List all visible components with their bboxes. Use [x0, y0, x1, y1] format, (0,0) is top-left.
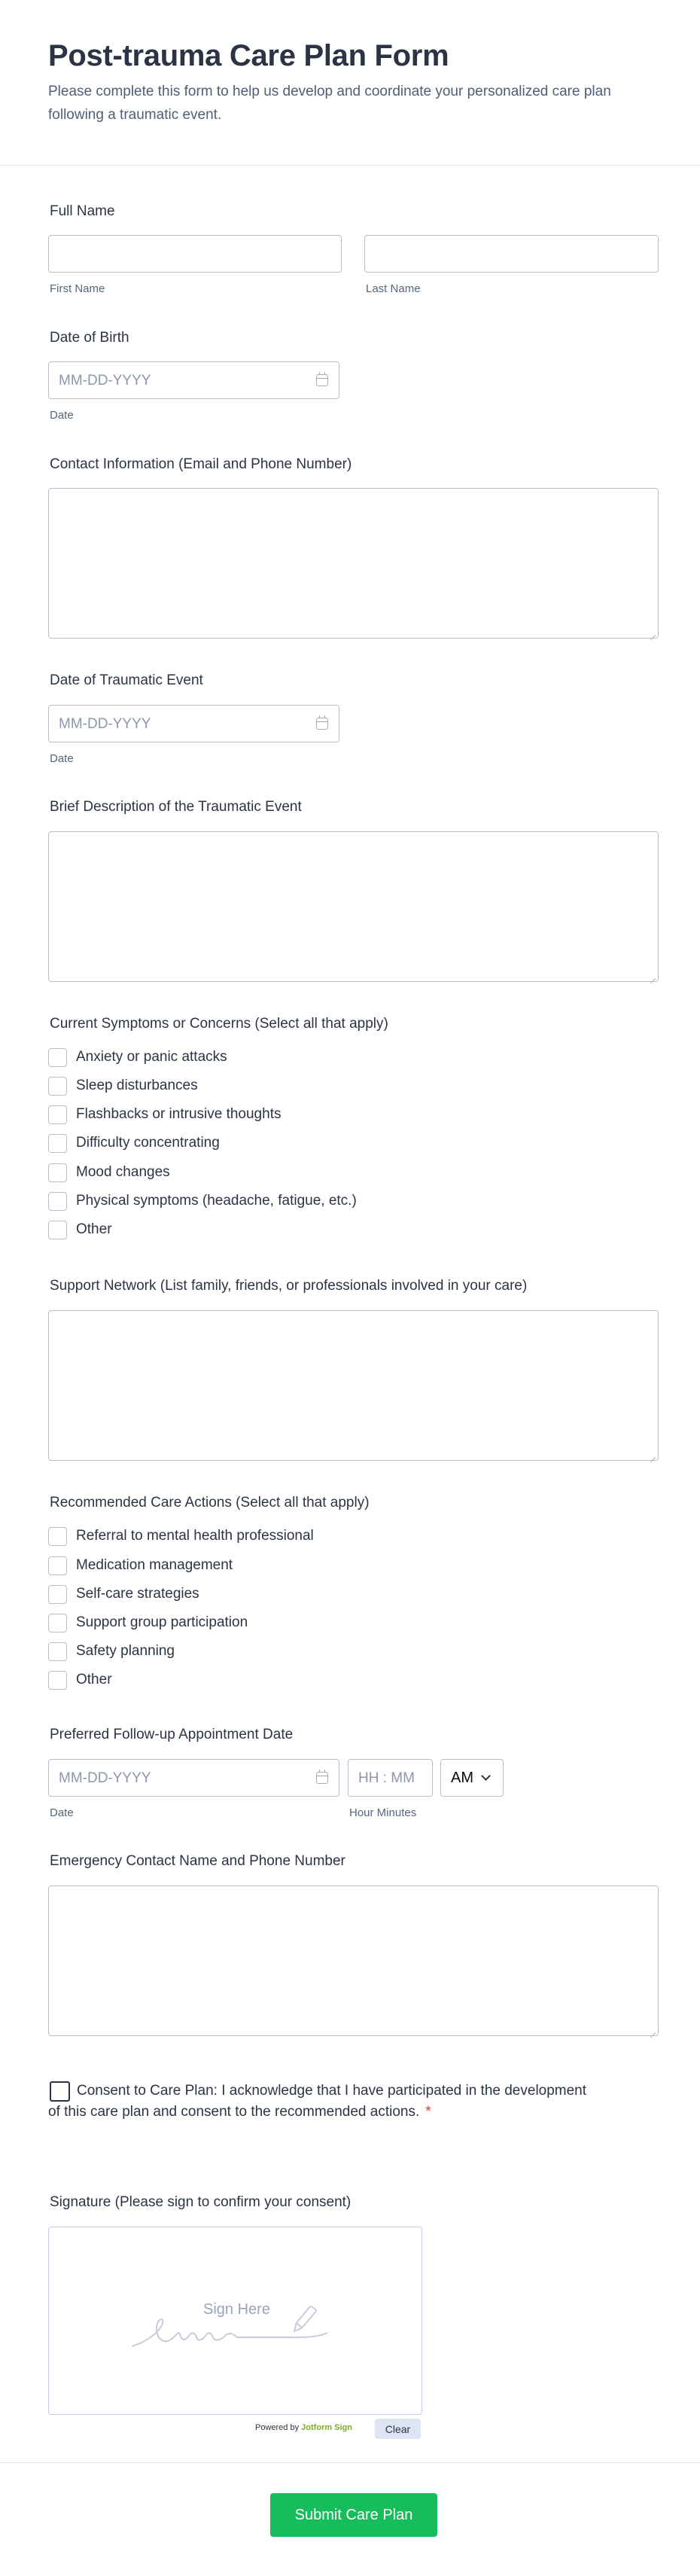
support-textarea[interactable]	[48, 1310, 659, 1461]
care-actions-label: Recommended Care Actions (Select all that apply)	[50, 1495, 370, 1511]
option-label: Sleep disturbances	[76, 1078, 198, 1093]
option-label: Support group participation	[76, 1614, 248, 1630]
care-action-option[interactable]	[48, 1642, 175, 1661]
form-subtitle: Please complete this form to help us develop and coordinate your personalized care plan following a traumatic event.	[48, 84, 611, 123]
dob-placeholder: MM-DD-YYYY	[59, 373, 151, 389]
support-label: Support Network (List family, friends, or professionals involved in your care)	[50, 1278, 528, 1294]
checkbox[interactable]	[48, 1163, 67, 1182]
calendar-icon[interactable]	[316, 718, 328, 730]
symptom-option[interactable]	[48, 1047, 227, 1067]
option-label: Self-care strategies	[76, 1586, 199, 1602]
symptoms-label: Current Symptoms or Concerns (Select all that apply)	[50, 1016, 388, 1032]
calendar-icon[interactable]	[316, 374, 328, 386]
symptom-option[interactable]	[48, 1191, 357, 1211]
checkbox[interactable]	[48, 1048, 67, 1067]
option-label: Other	[76, 1221, 112, 1237]
signature-label: Signature (Please sign to confirm your consent)	[50, 2194, 352, 2210]
resize-grip-icon[interactable]	[649, 972, 656, 979]
followup-date-input[interactable]	[48, 1759, 339, 1797]
option-label: Referral to mental health professional	[76, 1528, 314, 1544]
symptom-option[interactable]	[48, 1220, 112, 1239]
followup-time-sublabel: Hour Minutes	[349, 1806, 417, 1819]
checkbox[interactable]	[48, 1585, 67, 1604]
option-label: Other	[76, 1672, 112, 1687]
care-action-option[interactable]	[48, 1670, 112, 1690]
dob-date-input[interactable]	[48, 361, 339, 399]
consent-text: Consent to Care Plan: I acknowledge that I have participated in the development of this care plan and consent to the recommended actions.	[48, 2083, 587, 2120]
submit-button[interactable]: Submit Care Plan	[270, 2493, 437, 2537]
ampm-value: AM	[451, 1770, 473, 1786]
jotform-sign-brand[interactable]: Jotform Sign	[301, 2423, 352, 2432]
required-mark: *	[425, 2104, 431, 2120]
checkbox[interactable]	[48, 1614, 67, 1632]
resize-grip-icon[interactable]	[649, 2026, 656, 2033]
consent-statement	[48, 2081, 590, 2123]
checkbox[interactable]	[48, 1671, 67, 1690]
checkbox[interactable]	[48, 1527, 67, 1546]
event-date-input[interactable]	[48, 705, 339, 742]
option-label: Safety planning	[76, 1643, 175, 1659]
option-label: Anxiety or panic attacks	[76, 1049, 227, 1065]
followup-date-placeholder: MM-DD-YYYY	[59, 1770, 151, 1786]
symptom-option[interactable]	[48, 1076, 198, 1096]
resize-grip-icon[interactable]	[649, 629, 656, 636]
last-name-input[interactable]	[364, 235, 659, 273]
care-action-option[interactable]	[48, 1584, 199, 1604]
form-header	[0, 0, 700, 166]
followup-time-placeholder: HH : MM	[358, 1770, 415, 1786]
symptom-option[interactable]	[48, 1133, 220, 1153]
full-name-label: Full Name	[50, 203, 115, 219]
dob-label: Date of Birth	[50, 330, 129, 346]
care-action-option[interactable]	[48, 1556, 233, 1575]
description-label: Brief Description of the Traumatic Event	[50, 799, 302, 815]
emergency-textarea[interactable]	[48, 1886, 659, 2036]
resize-grip-icon[interactable]	[649, 1451, 656, 1458]
dob-sublabel: Date	[50, 409, 74, 422]
powered-by	[255, 2423, 352, 2432]
symptom-option[interactable]	[48, 1163, 170, 1182]
option-label: Flashbacks or intrusive thoughts	[76, 1106, 282, 1122]
option-label: Mood changes	[76, 1164, 170, 1180]
event-date-label: Date of Traumatic Event	[50, 672, 203, 688]
checkbox[interactable]	[48, 1221, 67, 1239]
checkbox[interactable]	[48, 1642, 67, 1661]
checkbox[interactable]	[48, 1134, 67, 1153]
followup-label: Preferred Follow-up Appointment Date	[50, 1727, 294, 1742]
clear-signature-button[interactable]: Clear	[375, 2419, 421, 2439]
last-name-sublabel: Last Name	[366, 282, 421, 295]
option-label: Medication management	[76, 1557, 233, 1573]
form-title: Post-trauma Care Plan Form	[48, 39, 449, 72]
contact-textarea[interactable]	[48, 488, 659, 639]
event-date-placeholder: MM-DD-YYYY	[59, 716, 151, 732]
followup-date-sublabel: Date	[50, 1806, 74, 1819]
symptom-option[interactable]	[48, 1105, 281, 1124]
first-name-sublabel: First Name	[50, 282, 105, 295]
signature-pad[interactable]	[48, 2227, 422, 2415]
care-action-option[interactable]	[48, 1526, 314, 1546]
checkbox[interactable]	[48, 1105, 67, 1124]
care-action-option[interactable]	[48, 1613, 248, 1632]
option-label: Difficulty concentrating	[76, 1135, 220, 1151]
checkbox[interactable]	[48, 1556, 67, 1575]
ampm-select[interactable]	[440, 1759, 504, 1797]
option-label: Physical symptoms (headache, fatigue, etc.)	[76, 1193, 357, 1209]
powered-by-text: Powered by	[255, 2423, 300, 2432]
sign-here-hint: Sign Here	[203, 2301, 270, 2318]
followup-time-input[interactable]	[348, 1759, 433, 1797]
first-name-input[interactable]	[48, 235, 342, 273]
chevron-down-icon	[481, 1771, 491, 1781]
emergency-label: Emergency Contact Name and Phone Number	[50, 1853, 345, 1869]
description-textarea[interactable]	[48, 831, 659, 982]
contact-label: Contact Information (Email and Phone Number)	[50, 456, 352, 472]
event-date-sublabel: Date	[50, 752, 74, 765]
checkbox[interactable]	[48, 1192, 67, 1211]
calendar-icon[interactable]	[316, 1772, 328, 1784]
checkbox[interactable]	[48, 1077, 67, 1096]
